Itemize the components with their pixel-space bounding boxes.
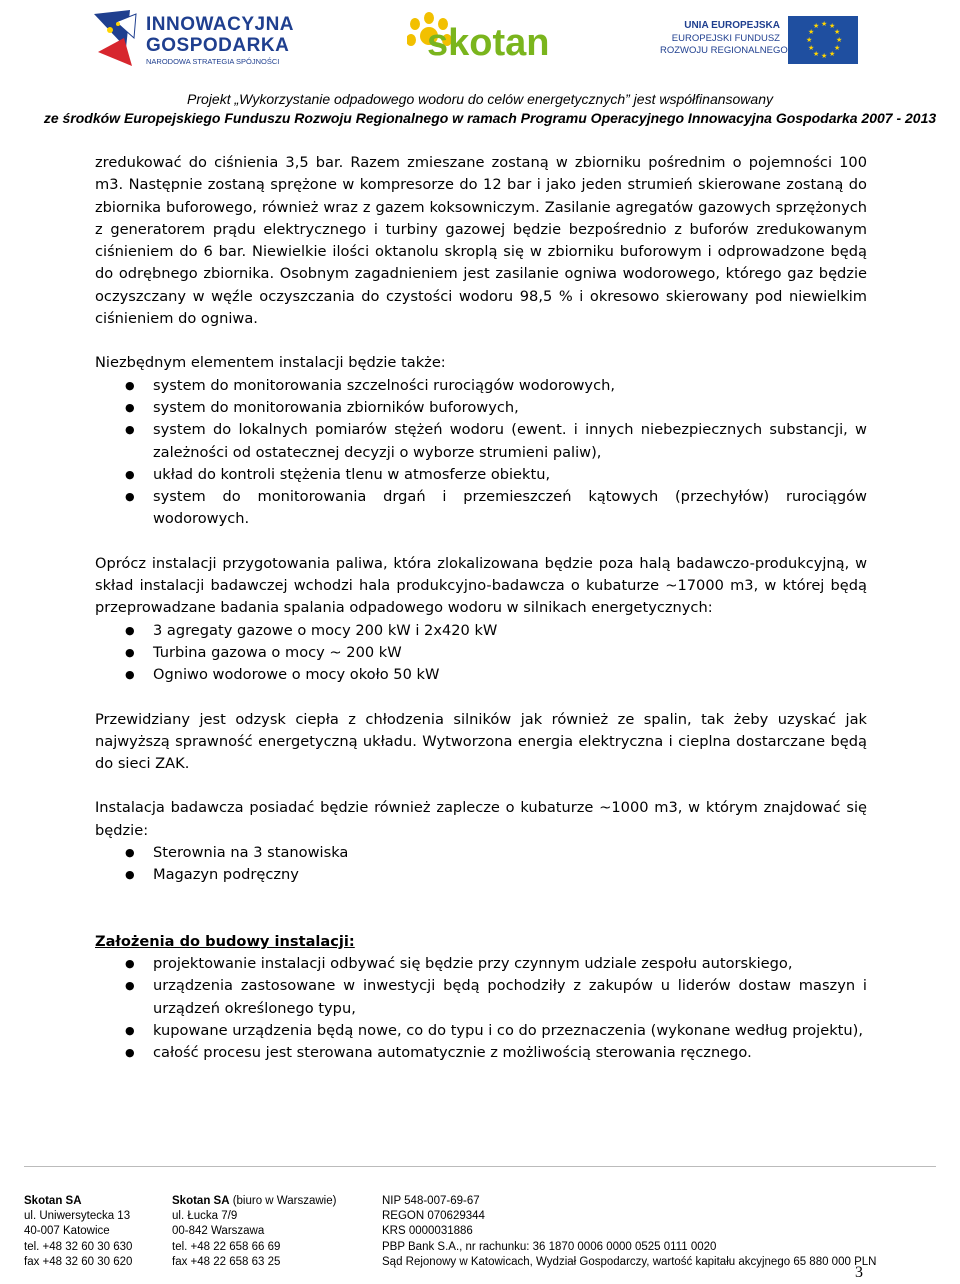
page-header xyxy=(0,0,960,130)
svg-text:★: ★ xyxy=(836,36,843,44)
list-item: ● system do monitorowania szczelności rurociągów wodorowych, xyxy=(95,375,867,397)
paragraph-facilities: Instalacja badawcza posiadać będzie również zaplecze o kubaturze ~1000 m3, w którym znajdować się będzie: xyxy=(95,799,867,839)
footer-line: KRS 0000031886 xyxy=(382,1225,473,1238)
skotan-logo xyxy=(405,12,575,70)
ig-logo-line2: GOSPODARKA xyxy=(146,35,290,56)
list-item: ● 3 agregaty gazowe o mocy 200 kW i 2x420 kW xyxy=(95,620,867,642)
list-item: ● Sterownia na 3 stanowiska xyxy=(95,842,867,864)
paragraph-elements-intro: Niezbędnym elementem instalacji będzie także: xyxy=(95,354,446,372)
footer-line: ul. Uniwersytecka 13 xyxy=(24,1210,131,1223)
monitoring-list xyxy=(95,375,867,531)
footer-line: REGON 070629344 xyxy=(382,1210,485,1223)
svg-text:★: ★ xyxy=(829,22,836,30)
svg-text:★: ★ xyxy=(808,28,815,36)
list-item: ● Magazyn podręczny xyxy=(95,864,867,886)
list-item: ● urządzenia zastosowane w inwestycji będą pochodziły z zakupów u liderów dostaw maszyn i urządzeń określonego typu, xyxy=(95,975,867,1020)
svg-text:★: ★ xyxy=(813,22,820,30)
footer-divider xyxy=(24,1166,936,1167)
svg-text:★: ★ xyxy=(808,44,815,52)
eu-logo-line2: EUROPEJSKI FUNDUSZ xyxy=(671,33,780,44)
svg-text:★: ★ xyxy=(806,36,813,44)
list-item: ● Turbina gazowa o mocy ~ 200 kW xyxy=(95,642,867,664)
svg-text:★: ★ xyxy=(829,50,836,58)
assumptions-list xyxy=(95,953,867,1064)
footer-line: 00-842 Warszawa xyxy=(172,1225,265,1238)
footer-line: ul. Łucka 7/9 xyxy=(172,1210,238,1223)
list-item: ● całość procesu jest sterowana automatycznie z możliwością sterowania ręcznego. xyxy=(95,1042,867,1064)
page-number: 3 xyxy=(855,1264,863,1281)
ig-logo-line1: INNOWACYJNA xyxy=(146,14,295,35)
footer-line: PBP Bank S.A., nr rachunku: 36 1870 0006 0000 0525 0111 0020 xyxy=(382,1240,717,1253)
footer-col-hq xyxy=(24,1194,132,1270)
list-item: ● Ogniwo wodorowe o mocy około 50 kW xyxy=(95,664,867,686)
paragraph-heat-recovery: Przewidziany jest odzysk ciepła z chłodzenia silników jak również ze spalin, tak żeby uzyskać jak najwyższą sprawność energetyczną układu. Wytworzona energia elektryczna i cieplna dostarczane będą do sieci ZAK. xyxy=(95,710,867,773)
skotan-wordmark: skotan xyxy=(427,22,550,64)
footer-company-warsaw xyxy=(172,1194,336,1209)
list-item: ● system do monitorowania drgań i przemieszczeń kątowych (przechyłów) rurociągów wodorowych. xyxy=(95,486,867,531)
project-line-1: Projekt „Wykorzystanie odpadowego wodoru do celów energetycznych” jest współfinansowany xyxy=(187,91,773,107)
ig-logo-line3: NARODOWA STRATEGIA SPÓJNOŚCI xyxy=(146,57,280,66)
eu-logo-line1: UNIA EUROPEJSKA xyxy=(684,20,780,31)
footer-company: Skotan SA xyxy=(24,1195,82,1207)
footer-line: fax +48 32 60 30 620 xyxy=(24,1255,133,1268)
section-heading-text: Założenia do budowy instalacji: xyxy=(95,932,355,950)
list-item: ● kupowane urządzenia będą nowe, co do typu i co do przeznaczenia (wykonane według projektu), xyxy=(95,1020,867,1042)
svg-text:★: ★ xyxy=(821,52,828,60)
svg-text:★: ★ xyxy=(834,28,841,36)
list-item: ● system do monitorowania zbiorników buforowych, xyxy=(95,397,867,419)
footer-line: 40-007 Katowice xyxy=(24,1225,110,1238)
footer-col-warsaw xyxy=(172,1194,336,1270)
paragraph-fuel-prep: zredukować do ciśnienia 3,5 bar. Razem zmieszane zostaną w zbiorniku pośrednim o pojemności 100 m3. Następnie zostaną sprężone w kompresorze do 12 bar i jako jeden strumień skierowane zostaną do zbiornika buforowego, również wraz z gazem koksowniczym. Zasilanie agregatów gazowych sprzężonych z generatorem prądu elektrycznego i turbiny gazowej będzie bezpośrednio z buforów zredukowanym ciśnieniem do 6 bar. Niewielkie ilości oktanolu skroplą się w zbiorniku buforowym i odprowadzone będą do odrębnego zbiornika. Osobnym zagadnieniem jest zasilanie ogniwa wodorowego, którego gaz będzie oczyszczany w węźle oczyszczania do czystości wodoru 98,5 % i okresowo skierowany pod niewielkim ciśnieniem do ogniwa. xyxy=(95,154,867,328)
section-heading xyxy=(95,931,867,953)
footer-line: tel. +48 32 60 30 630 xyxy=(24,1240,133,1253)
eu-flag-icon xyxy=(788,16,858,64)
footer-line: NIP 548-007-69-67 xyxy=(382,1195,480,1207)
eu-logo-line3: ROZWOJU REGIONALNEGO xyxy=(660,45,788,56)
svg-text:★: ★ xyxy=(821,20,828,28)
list-item: ● projektowanie instalacji odbywać się będzie przy czynnym udziale zespołu autorskiego, xyxy=(95,953,867,975)
footer-col-registry xyxy=(382,1194,876,1270)
footer-company-name: Skotan SA xyxy=(172,1195,230,1207)
facilities-list xyxy=(95,842,867,887)
project-line-2: ze środków Europejskiego Funduszu Rozwoju Regionalnego w ramach Programu Operacyjnego Innowacyjna Gospodarka 2007 - 2013 xyxy=(43,110,937,126)
eu-logo xyxy=(660,12,870,70)
list-item: ● system do lokalnych pomiarów stężeń wodoru (ewent. i innych niebezpiecznych substancji, w zależności od ostatecznej decyzji o wyborze strumieni paliw), xyxy=(95,419,867,464)
footer-line: tel. +48 22 658 66 69 xyxy=(172,1240,281,1253)
footer-line: fax +48 22 658 63 25 xyxy=(172,1255,281,1268)
equipment-list xyxy=(95,620,867,687)
svg-text:★: ★ xyxy=(813,50,820,58)
footer-company-suffix: (biuro w Warszawie) xyxy=(229,1195,337,1207)
document-body xyxy=(95,152,867,1064)
svg-text:★: ★ xyxy=(834,44,841,52)
innowacyjna-gospodarka-logo xyxy=(90,8,310,70)
paragraph-research-hall: Oprócz instalacji przygotowania paliwa, która zlokalizowana będzie poza halą badawczo-produkcyjną, w skład instalacji badawczej wchodzi hala produkcyjno-badawcza o kubaturze ~17000 m3, w której będą przeprowadzane badania spalania odpadowego wodoru w silnikach energetycznych: xyxy=(95,554,867,617)
footer-line: Sąd Rejonowy w Katowicach, Wydział Gospodarczy, wartość kapitału akcyjnego 65 880 000 PLN xyxy=(382,1255,877,1268)
list-item: ● układ do kontroli stężenia tlenu w atmosferze obiektu, xyxy=(95,464,867,486)
